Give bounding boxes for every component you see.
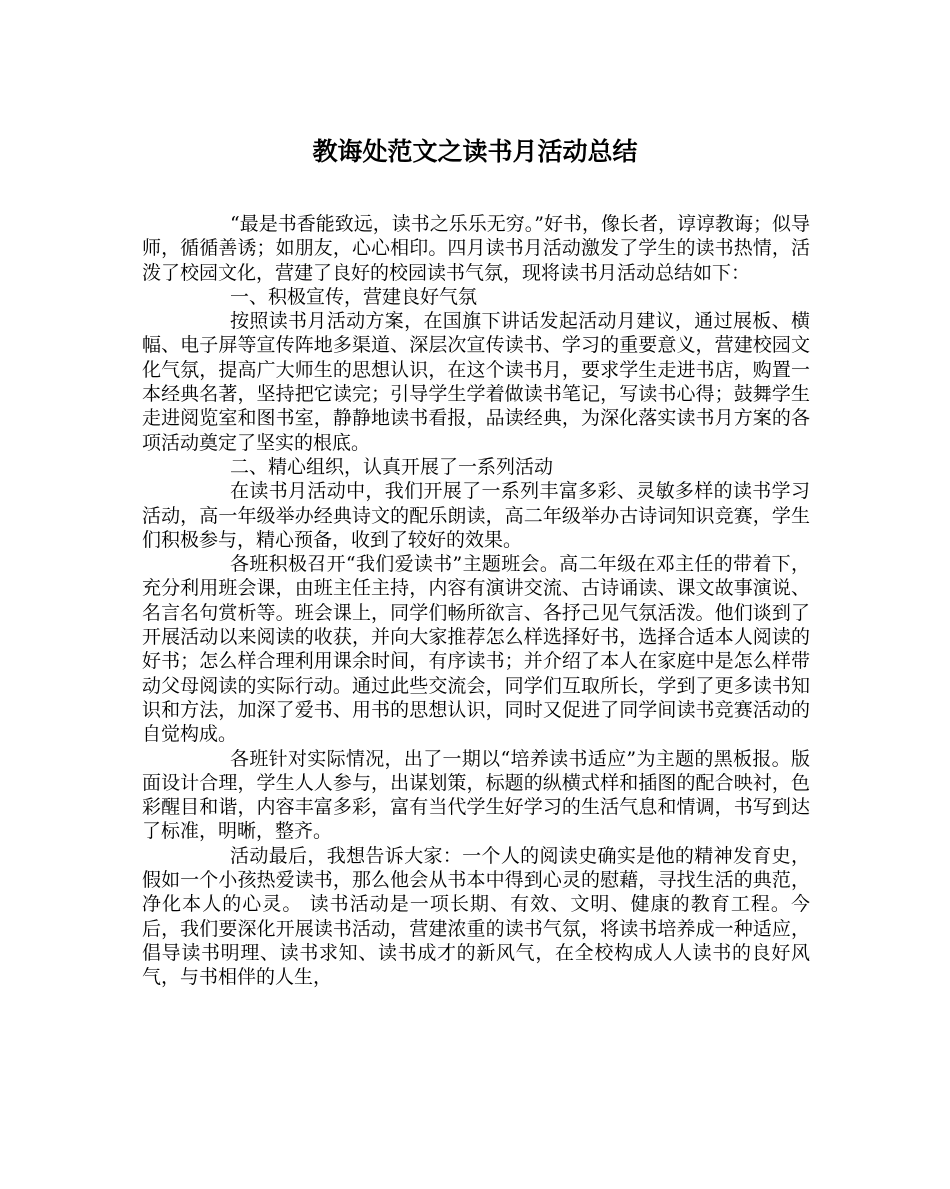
section-heading-1: 一、积极宣传，营建良好气氛 [230, 285, 478, 308]
paragraph-activities: 在读书月活动中，我们开展了一系列丰富多彩、灵敏多样的读书学习活动，高一年级举办经典诗文的配乐朗读，高二年级举办古诗词知识竞赛，学生们积极参与，精心预备，收到了较好的效果。 [142, 480, 810, 551]
document-title: 教诲处范文之读书月活动总结 [312, 137, 638, 166]
paragraph-intro: “最是书香能致远，读书之乐乐无穷。”好书，像长者，谆谆教诲；似导师，循循善诱；如朋友，心心相印。四月读书月活动激发了学生的读书热情，活泼了校园文化，营建了良好的校园读书气氛，现将读书月活动总结如下： [142, 213, 810, 284]
document-body [142, 212, 810, 990]
paragraph-class-meeting: 各班积极召开“我们爱读书”主题班会。高二年级在邓主任的带着下，充分利用班会课，由班主任主持，内容有演讲交流、古诗诵读、课文故事演说、名言名句赏析等。班会课上，同学们畅所欲言、各抒己见气氛活泼。他们谈到了开展活动以来阅读的收获，并向大家推荐怎么样选择好书，选择合适本人阅读的好书；怎么样合理利用课余时间，有序读书；并介绍了本人在家庭中是怎么样带动父母阅读的实际行动。通过此些交流会，同学们互取所长，学到了更多读书知识和方法，加深了爱书、用书的思想认识，同时又促进了同学间读书竞赛活动的自觉构成。 [142, 553, 810, 746]
paragraph-blackboard: 各班针对实际情况，出了一期以“培养读书适应”为主题的黑板报。版面设计合理，学生人人参与，出谋划策，标题的纵横式样和插图的配合映衬，色彩醒目和谐，内容丰富多彩，富有当代学生好学习的生活气息和情调，书写到达了标准，明晰，整齐。 [142, 747, 810, 843]
paragraph-conclusion: 活动最后，我想告诉大家：一个人的阅读史确实是他的精神发育史，假如一个小孩热爱读书，那么他会从书本中得到心灵的慰藉，寻找生活的典范，净化本人的心灵。 读书活动是一项长期、有效、文明、健康的教育工程。今后，我们要深化开展读书活动，营建浓重的读书气氛，将读书培养成一种适应，倡导读书明理、读书求知、读书成才的新风气，在全校构成人人读书的良好风气，与书相伴的人生， [142, 844, 810, 989]
paragraph-publicity: 按照读书月活动方案，在国旗下讲话发起活动月建议，通过展板、横幅、电子屏等宣传阵地多渠道、深层次宣传读书、学习的重要意义，营建校园文化气氛，提高广大师生的思想认识，在这个读书月，要求学生走进书店，购置一本经典名著，坚持把它读完；引导学生学着做读书笔记，写读书心得；鼓舞学生走进阅览室和图书室，静静地读书看报，品读经典，为深化落实读书月方案的各项活动奠定了坚实的根底。 [142, 310, 810, 454]
section-heading-2: 二、精心组织，认真开展了一系列活动 [230, 455, 554, 478]
